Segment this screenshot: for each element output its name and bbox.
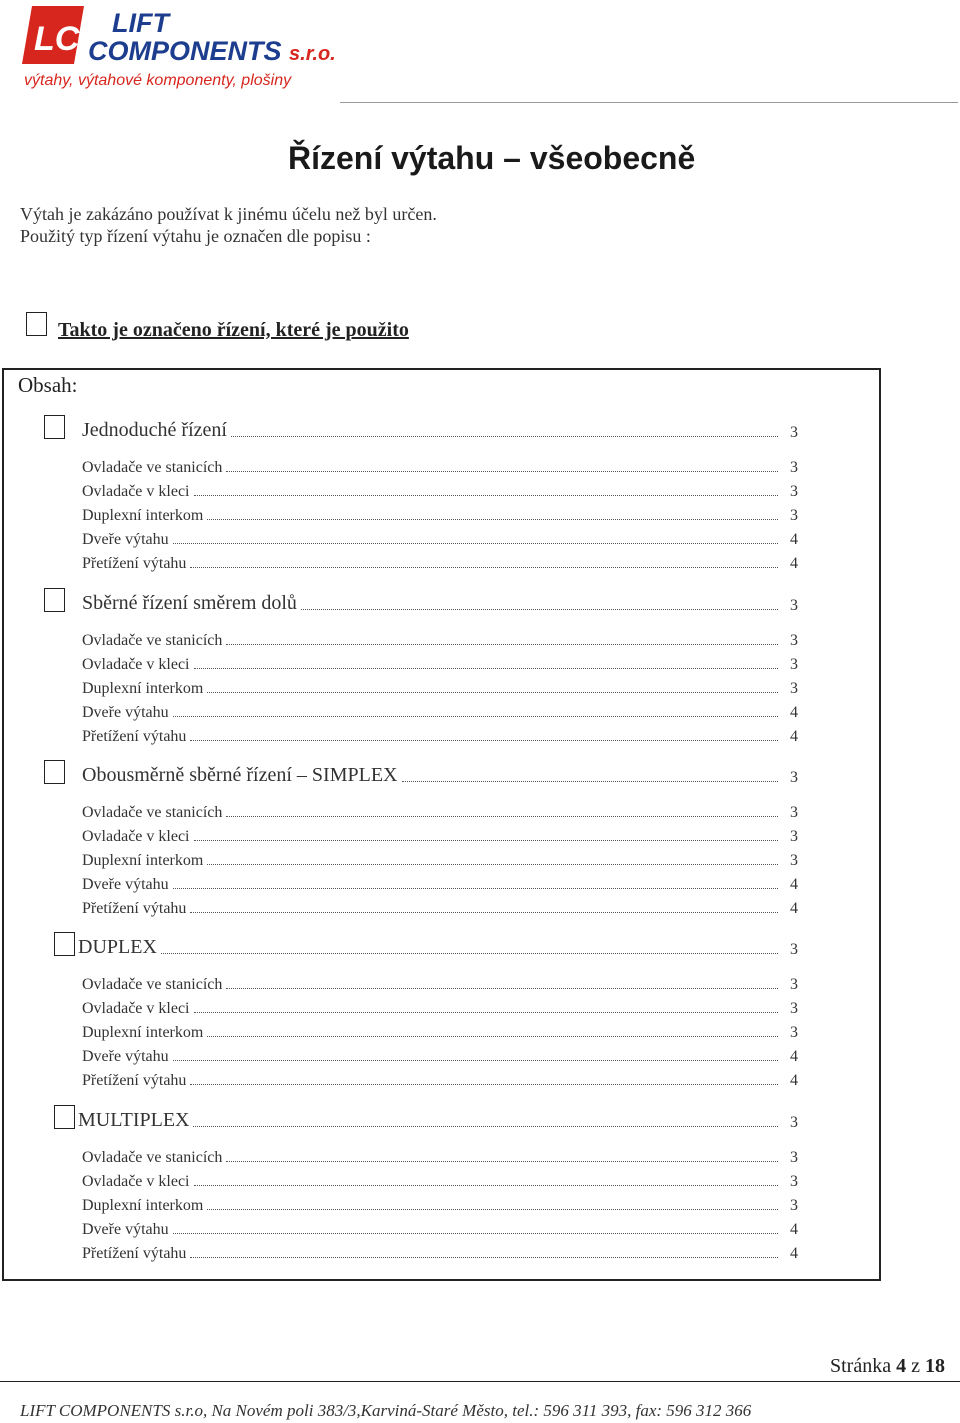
- toc-item[interactable]: [82, 896, 798, 918]
- toc-item-label: Ovladače v kleci: [82, 1000, 190, 1017]
- toc-item[interactable]: [82, 700, 798, 722]
- page-indicator-separator: z: [911, 1355, 920, 1377]
- toc-item[interactable]: [82, 872, 798, 894]
- toc-item-label: Přetížení výtahu: [82, 900, 187, 917]
- toc-item-label: Přetížení výtahu: [82, 1072, 187, 1089]
- toc-item-page: 4: [790, 876, 798, 893]
- toc-item[interactable]: [82, 479, 798, 501]
- toc-item-page: 3: [790, 1173, 798, 1190]
- toc-item-page: 4: [790, 1048, 798, 1065]
- logo-name-line2: [88, 36, 336, 69]
- lc-logo-icon: [22, 6, 84, 64]
- toc-item-label: Ovladače ve stanicích: [82, 632, 223, 649]
- toc-section-page: 3: [790, 769, 798, 786]
- page-indicator-prefix: Stránka: [830, 1355, 892, 1377]
- toc-leader: [173, 542, 778, 544]
- toc-section[interactable]: [82, 420, 798, 442]
- legend-text: Takto je označeno řízení, které je použito: [58, 319, 409, 341]
- toc-leader: [226, 1160, 778, 1162]
- toc-item-label: Dveře výtahu: [82, 704, 169, 721]
- logo-name-components: COMPONENTS: [88, 36, 282, 66]
- section-checkbox[interactable]: [44, 588, 65, 612]
- toc-leader: [207, 691, 778, 693]
- toc-leader: [207, 518, 778, 520]
- logo-name-line1: LIFT: [112, 8, 169, 38]
- intro-line-2: Použitý typ řízení výtahu je označen dle popisu :: [20, 226, 371, 246]
- toc-item[interactable]: [82, 1145, 798, 1167]
- toc-item[interactable]: [82, 1020, 798, 1042]
- toc-leader: [173, 1232, 778, 1234]
- toc-item[interactable]: [82, 848, 798, 870]
- toc-item-page: 4: [790, 728, 798, 745]
- toc-leader: [190, 566, 778, 568]
- toc-leader: [231, 435, 778, 437]
- toc-item-label: Přetížení výtahu: [82, 1245, 187, 1262]
- toc-item[interactable]: [82, 972, 798, 994]
- toc-leader: [173, 1059, 778, 1061]
- toc-leader: [226, 643, 778, 645]
- toc-item-label: Ovladače ve stanicích: [82, 804, 223, 821]
- toc-item-page: 3: [790, 483, 798, 500]
- toc-leader: [190, 1083, 778, 1085]
- toc-leader: [207, 1208, 778, 1210]
- toc-item[interactable]: [82, 800, 798, 822]
- toc-leader: [194, 1011, 779, 1013]
- toc-item-label: Dveře výtahu: [82, 876, 169, 893]
- toc-leader: [194, 1184, 779, 1186]
- toc-section-label: MULTIPLEX: [78, 1109, 190, 1131]
- toc-item[interactable]: [82, 824, 798, 846]
- header-divider: [340, 102, 958, 103]
- toc-leader: [194, 494, 779, 496]
- toc-item-label: Duplexní interkom: [82, 507, 204, 524]
- toc-item[interactable]: [82, 1068, 798, 1090]
- toc-leader: [194, 839, 779, 841]
- toc-item-page: 4: [790, 1245, 798, 1262]
- toc-item-label: Ovladače v kleci: [82, 656, 190, 673]
- toc-leader: [194, 667, 779, 669]
- toc-item-label: Dveře výtahu: [82, 1221, 169, 1238]
- toc-section[interactable]: [78, 1110, 798, 1132]
- toc-section[interactable]: [78, 937, 798, 959]
- toc-item-page: 4: [790, 704, 798, 721]
- toc-item-page: 3: [790, 828, 798, 845]
- section-checkbox[interactable]: [44, 760, 65, 784]
- page-title: Řízení výtahu – všeobecně: [288, 140, 696, 176]
- toc-leader: [193, 1125, 778, 1127]
- toc-item-page: 3: [790, 1000, 798, 1017]
- toc-item-page: 3: [790, 459, 798, 476]
- logo-suffix: s.r.o.: [289, 43, 336, 65]
- toc-item[interactable]: [82, 724, 798, 746]
- toc-item-label: Přetížení výtahu: [82, 728, 187, 745]
- intro-text: [20, 203, 437, 247]
- toc-leader: [161, 952, 778, 954]
- toc-item-label: Duplexní interkom: [82, 680, 204, 697]
- page-indicator-total: 18: [924, 1355, 945, 1377]
- toc-item[interactable]: [82, 1241, 798, 1263]
- toc-item-page: 4: [790, 555, 798, 572]
- toc-leader: [226, 470, 778, 472]
- toc-item[interactable]: [82, 551, 798, 573]
- toc-section-label: Jednoduché řízení: [82, 419, 227, 441]
- toc-item[interactable]: [82, 527, 798, 549]
- toc-leader: [190, 911, 778, 913]
- toc-item-label: Ovladače ve stanicích: [82, 976, 223, 993]
- toc-item-label: Ovladače v kleci: [82, 1173, 190, 1190]
- toc-leader: [173, 715, 778, 717]
- toc-item[interactable]: [82, 1217, 798, 1239]
- toc-item[interactable]: [82, 628, 798, 650]
- toc-item-page: 4: [790, 900, 798, 917]
- toc-section[interactable]: [82, 765, 798, 787]
- toc-leader: [226, 987, 778, 989]
- section-checkbox[interactable]: [54, 932, 75, 956]
- toc-item-page: 3: [790, 1149, 798, 1166]
- toc-item-page: 3: [790, 852, 798, 869]
- toc-leader: [301, 608, 778, 610]
- toc-section-page: 3: [790, 1114, 798, 1131]
- footer-divider: [0, 1381, 960, 1382]
- toc-section-label: DUPLEX: [78, 936, 157, 958]
- toc-section-page: 3: [790, 597, 798, 614]
- page-indicator-current: 4: [896, 1355, 907, 1377]
- toc-leader: [226, 815, 778, 817]
- toc-leader: [190, 739, 778, 741]
- toc-item-label: Ovladače ve stanicích: [82, 1149, 223, 1166]
- toc-item[interactable]: [82, 996, 798, 1018]
- page-indicator: [830, 1355, 945, 1378]
- toc-leader: [190, 1256, 778, 1258]
- toc-item-label: Dveře výtahu: [82, 1048, 169, 1065]
- toc-item[interactable]: [82, 503, 798, 525]
- toc-item-page: 3: [790, 680, 798, 697]
- toc-leader: [173, 887, 778, 889]
- footer-address: LIFT COMPONENTS s.r.o, Na Novém poli 383/3,Karviná-Staré Město, tel.: 596 311 393, fax: 596 312 366: [20, 1401, 752, 1420]
- toc-section-page: 3: [790, 424, 798, 441]
- toc-item[interactable]: [82, 1044, 798, 1066]
- toc-item[interactable]: [82, 676, 798, 698]
- toc-item-label: Dveře výtahu: [82, 531, 169, 548]
- toc-leader: [402, 780, 779, 782]
- toc-item-label: Duplexní interkom: [82, 852, 204, 869]
- toc-section-page: 3: [790, 941, 798, 958]
- toc-item-page: 4: [790, 1072, 798, 1089]
- toc-item-label: Ovladače v kleci: [82, 483, 190, 500]
- toc-item-label: Duplexní interkom: [82, 1024, 204, 1041]
- toc-item-page: 3: [790, 507, 798, 524]
- toc-item[interactable]: [82, 1169, 798, 1191]
- legend-checkbox[interactable]: [26, 312, 47, 336]
- toc-item-label: Ovladače v kleci: [82, 828, 190, 845]
- intro-line-1: Výtah je zakázáno používat k jinému účelu než byl určen.: [20, 204, 437, 224]
- toc-item-page: 3: [790, 1024, 798, 1041]
- toc-item-page: 3: [790, 1197, 798, 1214]
- logo-tagline: výtahy, výtahové komponenty, plošiny: [24, 72, 292, 89]
- company-logo: [22, 6, 342, 96]
- toc-item-page: 4: [790, 531, 798, 548]
- toc-leader: [207, 863, 778, 865]
- toc-item-page: 3: [790, 656, 798, 673]
- toc-item[interactable]: [82, 652, 798, 674]
- toc-item-label: Duplexní interkom: [82, 1197, 204, 1214]
- toc-section-label: Sběrné řízení směrem dolů: [82, 592, 297, 614]
- toc-item[interactable]: [82, 455, 798, 477]
- toc-item[interactable]: [82, 1193, 798, 1215]
- toc-leader: [207, 1035, 778, 1037]
- section-checkbox[interactable]: [54, 1105, 75, 1129]
- section-checkbox[interactable]: [44, 415, 65, 439]
- toc-item-page: 3: [790, 804, 798, 821]
- toc-section[interactable]: [82, 593, 798, 615]
- toc-item-label: Ovladače ve stanicích: [82, 459, 223, 476]
- toc-item-page: 3: [790, 976, 798, 993]
- toc-item-page: 4: [790, 1221, 798, 1238]
- toc-item-page: 3: [790, 632, 798, 649]
- toc-section-label: Obousměrně sběrné řízení – SIMPLEX: [82, 764, 398, 786]
- svg-text:LC: LC: [34, 20, 80, 58]
- toc-item-label: Přetížení výtahu: [82, 555, 187, 572]
- toc-heading: Obsah:: [18, 373, 78, 397]
